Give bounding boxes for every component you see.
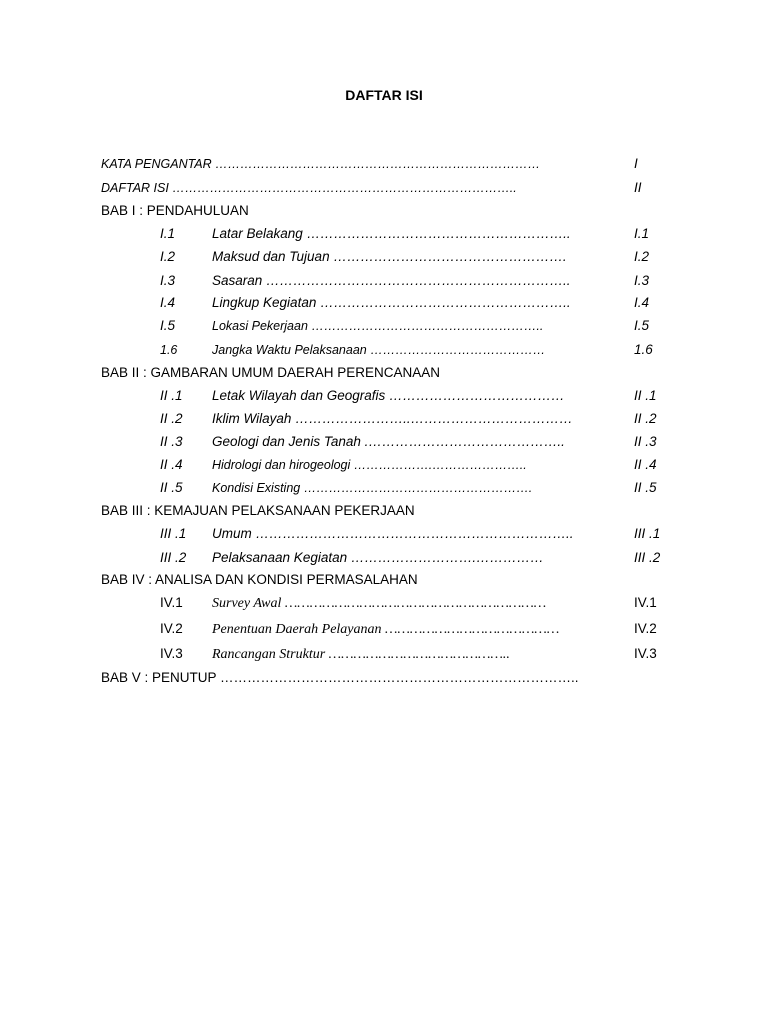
toc-page-ref: III .2 bbox=[634, 550, 661, 565]
toc-page-ref: III .1 bbox=[634, 526, 661, 541]
toc-page-ref: I.3 bbox=[634, 273, 650, 288]
toc-section-number: II .4 bbox=[160, 457, 183, 472]
toc-section-number: 1.6 bbox=[160, 343, 178, 357]
toc-entry-maksud-tujuan[interactable]: Maksud dan Tujuan ……………………………………………. bbox=[212, 249, 567, 264]
toc-entry-lokasi-pekerjaan[interactable]: Lokasi Pekerjaan ……………………………………………….. bbox=[212, 319, 544, 333]
page-title: DAFTAR ISI bbox=[345, 87, 423, 103]
toc-entry-penentuan-daerah[interactable]: Penentuan Daerah Pelayanan …………………………………… bbox=[212, 622, 560, 637]
toc-page-ref: I.5 bbox=[634, 318, 650, 333]
toc-page-ref: I.4 bbox=[634, 295, 650, 310]
toc-entry-pelaksanaan-kegiatan[interactable]: Pelaksanaan Kegiatan ……………………….…………… bbox=[212, 550, 544, 565]
toc-page-ref: IV.2 bbox=[634, 621, 657, 636]
toc-page-ref: II .1 bbox=[634, 388, 657, 403]
toc-page-ref: I bbox=[634, 156, 638, 171]
toc-entry-geologi[interactable]: Geologi dan Jenis Tanah .…………………………………….. bbox=[212, 434, 565, 449]
toc-entry-kondisi-existing[interactable]: Kondisi Existing ………………………………………………. bbox=[212, 481, 533, 495]
toc-page-ref: IV.3 bbox=[634, 646, 657, 661]
toc-page-ref: II .3 bbox=[634, 434, 657, 449]
toc-section-number: II .5 bbox=[160, 480, 183, 495]
toc-section-number: I.4 bbox=[160, 295, 176, 310]
toc-entry-lingkup-kegiatan[interactable]: Lingkup Kegiatan ……………………………………………….. bbox=[212, 295, 571, 310]
toc-entry-daftar-isi[interactable]: DAFTAR ISI ……………………………………………………………………….. bbox=[101, 181, 517, 195]
toc-page-ref: 1.6 bbox=[634, 342, 653, 357]
toc-chapter-bab-5[interactable]: BAB V : PENUTUP …………………………………………………………………….. bbox=[101, 670, 579, 685]
toc-section-number: II .2 bbox=[160, 411, 183, 426]
toc-entry-kata-pengantar[interactable]: KATA PENGANTAR …………………………………………………………………… bbox=[101, 157, 541, 171]
toc-entry-latar-belakang[interactable]: Latar Belakang ………………………………………………….. bbox=[212, 226, 571, 241]
toc-entry-sasaran[interactable]: Sasaran ………………………………………………………….. bbox=[212, 273, 571, 288]
toc-page-ref: II .4 bbox=[634, 457, 657, 472]
toc-page-ref: II .5 bbox=[634, 480, 657, 495]
toc-entry-rancangan-struktur[interactable]: Rancangan Struktur …………………………………….. bbox=[212, 647, 510, 662]
toc-section-number: IV.3 bbox=[160, 646, 183, 661]
toc-entry-umum[interactable]: Umum …………………………………………………………….. bbox=[212, 526, 574, 541]
toc-section-number: II .1 bbox=[160, 388, 183, 403]
toc-section-number: I.5 bbox=[160, 318, 176, 333]
toc-chapter-bab-3[interactable]: BAB III : KEMAJUAN PELAKSANAAN PEKERJAAN bbox=[101, 503, 415, 518]
toc-entry-letak-wilayah[interactable]: Letak Wilayah dan Geografis ………………………………… bbox=[212, 388, 565, 403]
toc-page-ref: II .2 bbox=[634, 411, 657, 426]
toc-section-number: III .1 bbox=[160, 526, 187, 541]
toc-section-number: IV.1 bbox=[160, 595, 183, 610]
toc-entry-hidrologi[interactable]: Hidrologi dan hirogeologi ……………….………………….. bbox=[212, 458, 527, 472]
toc-section-number: I.1 bbox=[160, 226, 176, 241]
toc-chapter-bab-2[interactable]: BAB II : GAMBARAN UMUM DAERAH PERENCANAAN bbox=[101, 365, 441, 380]
toc-page-ref: II bbox=[634, 180, 642, 195]
toc-entry-jangka-waktu[interactable]: Jangka Waktu Pelaksanaan …………………………………… bbox=[212, 343, 546, 357]
toc-entry-survey-awal[interactable]: Survey Awal ……………………………………………………… bbox=[212, 596, 547, 611]
toc-section-number: I.3 bbox=[160, 273, 176, 288]
toc-entry-iklim-wilayah[interactable]: Iklim Wilayah ……………………..……………………………… bbox=[212, 411, 573, 426]
toc-page-ref: IV.1 bbox=[634, 595, 657, 610]
toc-section-number: II .3 bbox=[160, 434, 183, 449]
toc-section-number: I.2 bbox=[160, 249, 176, 264]
toc-chapter-bab-4[interactable]: BAB IV : ANALISA DAN KONDISI PERMASALAHAN bbox=[101, 572, 418, 587]
toc-section-number: IV.2 bbox=[160, 621, 183, 636]
toc-page-ref: I.1 bbox=[634, 226, 650, 241]
toc-section-number: III .2 bbox=[160, 550, 187, 565]
toc-chapter-bab-1[interactable]: BAB I : PENDAHULUAN bbox=[101, 203, 249, 218]
toc-page-ref: I.2 bbox=[634, 249, 650, 264]
